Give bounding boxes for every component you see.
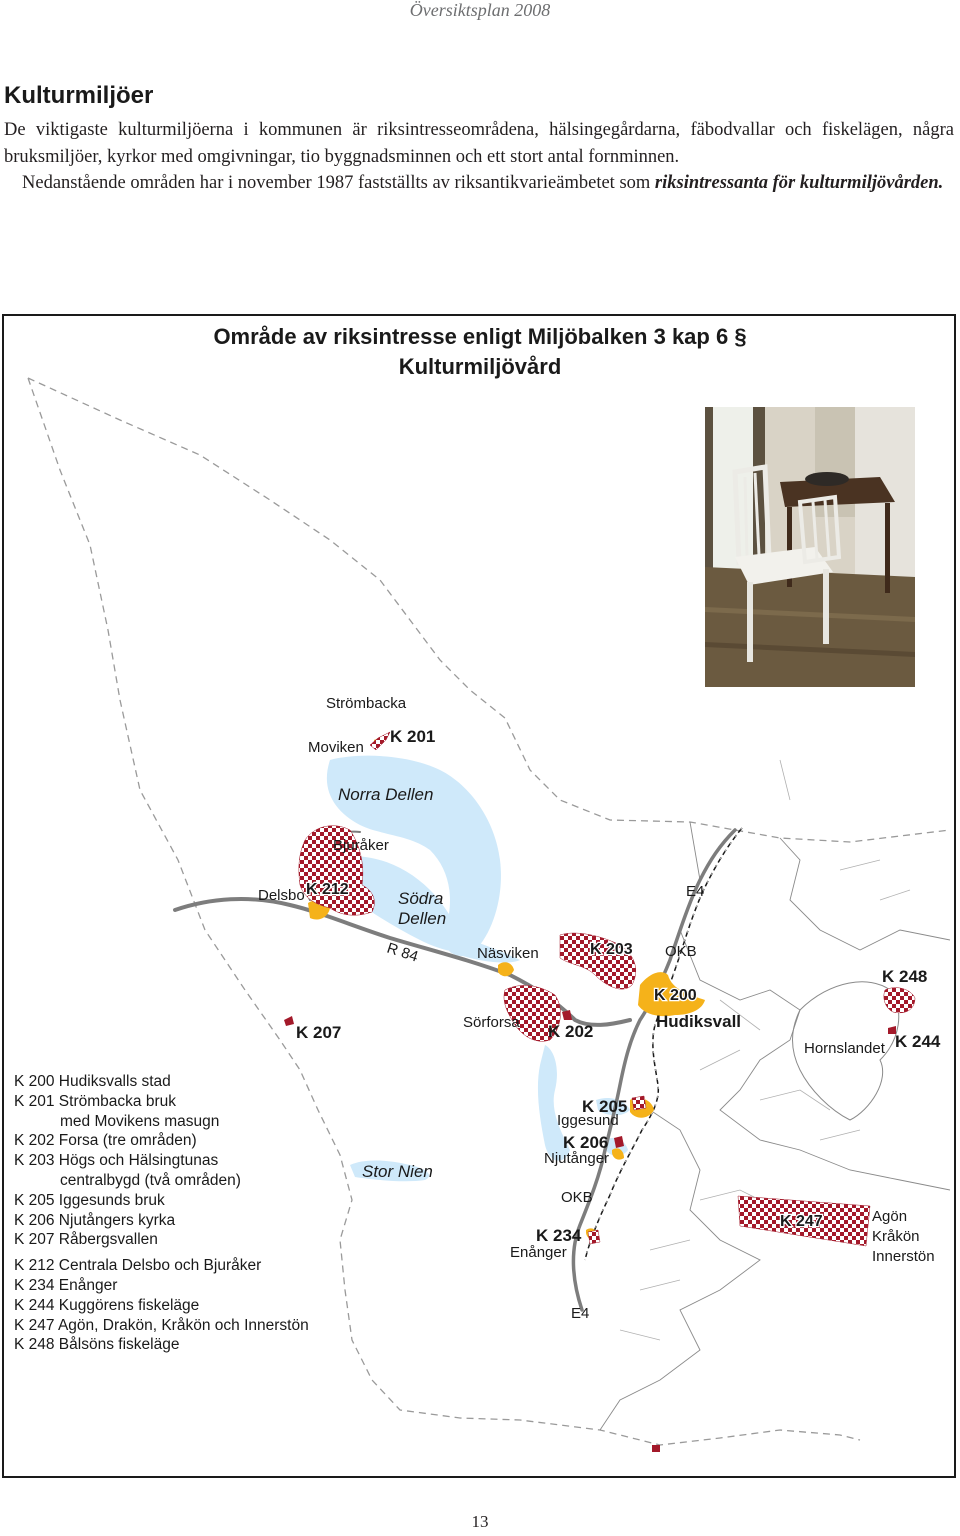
legend-item-k248: K 248 Bålsöns fiskeläge bbox=[14, 1336, 180, 1354]
area-k234 bbox=[588, 1230, 600, 1244]
label-r84: R 84 bbox=[384, 939, 421, 966]
legend-item-k206: K 206 Njutångers kyrka bbox=[14, 1211, 176, 1229]
label-e4-south: E4 bbox=[571, 1305, 590, 1322]
label-sodra: Södra bbox=[398, 889, 444, 908]
legend-item-k200: K 200 Hudiksvalls stad bbox=[14, 1073, 171, 1090]
label-sorforsa: Sörforsa bbox=[463, 1014, 520, 1031]
area-k207 bbox=[284, 1016, 294, 1026]
label-hudiksvall: Hudiksvall bbox=[656, 1012, 742, 1031]
label-agon: Agön bbox=[872, 1208, 908, 1225]
label-k201: K 201 bbox=[390, 727, 436, 746]
label-krakon: Kråkön bbox=[872, 1228, 920, 1245]
legend-item-k202: K 202 Forsa (tre områden) bbox=[14, 1132, 197, 1150]
map-legend bbox=[14, 1072, 309, 1355]
map-title bbox=[0, 322, 960, 382]
label-strombacka: Strömbacka bbox=[326, 695, 407, 712]
label-bjuraker: Bjuråker bbox=[333, 837, 389, 854]
label-k206: K 206 bbox=[563, 1133, 609, 1152]
label-okb-south: OKB bbox=[561, 1189, 593, 1206]
label-k203: K 203 bbox=[590, 941, 633, 958]
label-norra-dellen: Norra Dellen bbox=[338, 785, 434, 804]
label-k200: K 200 bbox=[654, 987, 697, 1004]
label-k202: K 202 bbox=[548, 1022, 594, 1041]
label-innerston: Innerstön bbox=[872, 1248, 935, 1265]
label-iggesund: Iggesund bbox=[557, 1112, 619, 1129]
legend-item-k205: K 205 Iggesunds bruk bbox=[14, 1191, 165, 1209]
label-enanger: Enånger bbox=[510, 1244, 567, 1261]
page-number: 13 bbox=[471, 1512, 489, 1531]
intro-paragraph-2-text: Nedanstående områden har i november 1987 fastställts av riksantikvarieämbetet som bbox=[22, 173, 655, 193]
label-e4-north: E4 bbox=[686, 883, 705, 900]
area-k201 bbox=[370, 732, 390, 750]
label-k248: K 248 bbox=[882, 967, 928, 986]
coastline bbox=[600, 822, 950, 1430]
intro-paragraph-1: De viktigaste kulturmiljöerna i kommunen är riksintresseområdena, hälsingegårdarna, fäbodvallar och fiskelägen, några bruksmiljöer, kyrkor med omgivningar, tio byggnadsminnen och ett stort antal fornminnen. bbox=[4, 120, 954, 167]
label-dellen: Dellen bbox=[398, 909, 447, 928]
legend-item-k244: K 244 Kuggörens fiskeläge bbox=[14, 1296, 200, 1314]
label-k234: K 234 bbox=[536, 1226, 582, 1245]
legend-item-k212: K 212 Centrala Delsbo och Bjuråker bbox=[14, 1257, 262, 1275]
intro-paragraph-2-emphasis: riksintressanta för kulturmiljövården. bbox=[654, 173, 944, 193]
area-k248 bbox=[884, 988, 915, 1013]
legend-item-k201: K 201 Strömbacka bruk bbox=[14, 1092, 176, 1110]
label-moviken: Moviken bbox=[308, 739, 364, 756]
label-delsbo: Delsbo bbox=[258, 887, 305, 904]
map-title-line-2: Kulturmiljövård bbox=[398, 354, 562, 379]
map-title-line-1: Område av riksintresse enligt Miljöbalken 3 kap 6 § bbox=[213, 324, 747, 349]
legend-item-k201-cont: med Movikens masugn bbox=[60, 1112, 220, 1130]
section-title: Kulturmiljöer bbox=[4, 82, 154, 109]
running-header: Översiktsplan 2008 bbox=[409, 0, 551, 20]
label-k212: K 212 bbox=[306, 881, 349, 898]
area-south-marker bbox=[652, 1445, 660, 1452]
area-k205 bbox=[632, 1096, 646, 1110]
legend-item-k203: K 203 Högs och Hälsingtunas bbox=[14, 1152, 219, 1170]
legend-item-k207: K 207 Råbergsvallen bbox=[14, 1231, 158, 1249]
legend-item-k234: K 234 Enånger bbox=[14, 1276, 118, 1294]
label-k205: K 205 bbox=[582, 1097, 628, 1116]
legend-item-k247: K 247 Agön, Drakön, Kråkön och Innerstön bbox=[14, 1316, 309, 1334]
label-nasviken: Näsviken bbox=[477, 945, 539, 962]
interior-photo bbox=[705, 407, 915, 687]
label-hornslandet: Hornslandet bbox=[804, 1040, 885, 1057]
legend-item-k203-cont: centralbygd (två områden) bbox=[60, 1171, 241, 1189]
label-stor-nien: Stor Nien bbox=[362, 1162, 433, 1181]
label-k207: K 207 bbox=[296, 1023, 342, 1042]
label-njutanger: Njutånger bbox=[544, 1150, 610, 1167]
label-k247: K 247 bbox=[780, 1213, 823, 1230]
label-k244: K 244 bbox=[895, 1032, 941, 1051]
label-okb-north: OKB bbox=[665, 943, 697, 960]
